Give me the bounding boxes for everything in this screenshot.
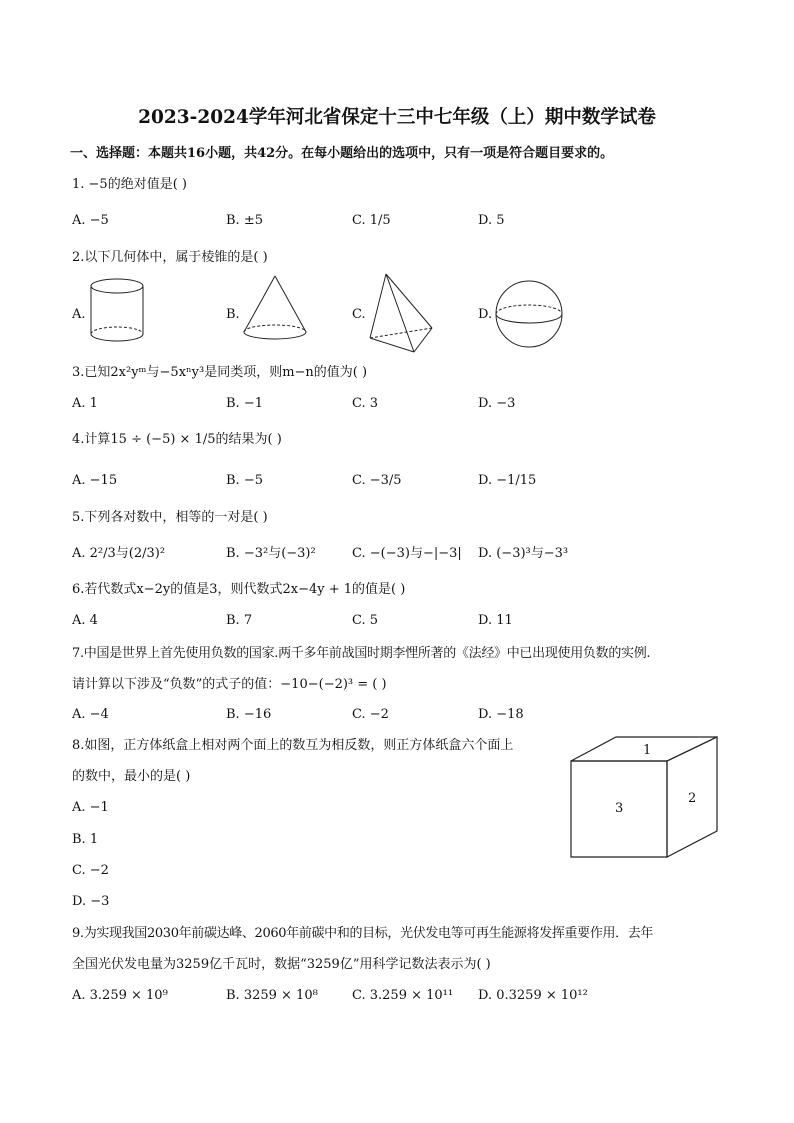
q2-option-b: B. bbox=[226, 307, 240, 322]
q5-option-c: C. −(−3)与−|−3| bbox=[352, 546, 462, 561]
cube-front-face-label: 3 bbox=[615, 801, 624, 816]
q4-option-c: C. −3/5 bbox=[352, 473, 402, 488]
q2-option-c: C. bbox=[352, 307, 366, 322]
q8-option-b: B. 1 bbox=[72, 832, 99, 847]
q2-option-a: A. bbox=[72, 307, 86, 322]
q9-option-c: C. 3.259 × 10¹¹ bbox=[352, 988, 454, 1003]
cube-figure bbox=[565, 733, 725, 861]
question-7-stem-line-2: 请计算以下涉及“负数”的式子的值：−10−(−2)³ = ( ) bbox=[72, 677, 387, 692]
question-4-stem: 4.计算15 ÷ (−5) × 1/5的结果为( ) bbox=[72, 432, 282, 447]
question-8-stem-line-1: 8.如图，正方体纸盒上相对两个面上的数互为相反数，则正方体纸盒六个面上 bbox=[72, 738, 514, 753]
q5-option-b: B. −3²与(−3)² bbox=[226, 546, 316, 561]
question-9-stem-line-2: 全国光伏发电量为3259亿千瓦时，数据“3259亿”用科学记数法表示为( ) bbox=[72, 957, 491, 972]
q9-option-a: A. 3.259 × 10⁹ bbox=[72, 988, 168, 1003]
q1-option-b: B. ±5 bbox=[226, 213, 263, 228]
q1-option-c: C. 1/5 bbox=[352, 213, 391, 228]
q3-option-c: C. 3 bbox=[352, 396, 379, 411]
cube-top-face-label: 1 bbox=[643, 743, 652, 758]
q7-option-d: D. −18 bbox=[478, 707, 524, 722]
q3-option-d: D. −3 bbox=[478, 396, 516, 411]
q9-option-d: D. 0.3259 × 10¹² bbox=[478, 988, 588, 1003]
q4-option-a: A. −15 bbox=[72, 473, 118, 488]
q5-option-a: A. 2²/3与(2/3)² bbox=[72, 546, 166, 561]
q3-option-b: B. −1 bbox=[226, 396, 263, 411]
question-5-stem: 5.下列各对数中，相等的一对是( ) bbox=[72, 510, 268, 525]
q8-option-c: C. −2 bbox=[72, 863, 109, 878]
question-3-stem: 3.已知2x²yᵐ与−5xⁿy³是同类项，则m−n的值为( ) bbox=[72, 365, 368, 380]
q3-option-a: A. 1 bbox=[72, 396, 98, 411]
section-heading: 一、选择题：本题共16小题，共42分。在每小题给出的选项中，只有一项是符合题目要求的。 bbox=[70, 146, 614, 161]
question-1-stem: 1. −5的绝对值是( ) bbox=[72, 177, 187, 192]
q7-option-a: A. −4 bbox=[72, 707, 109, 722]
q6-option-c: C. 5 bbox=[352, 613, 379, 628]
q6-option-a: A. 4 bbox=[72, 613, 98, 628]
q1-option-a: A. −5 bbox=[72, 213, 109, 228]
cube-right-face-label: 2 bbox=[688, 791, 697, 806]
q4-option-b: B. −5 bbox=[226, 473, 263, 488]
q8-option-a: A. −1 bbox=[72, 800, 109, 815]
q7-option-b: B. −16 bbox=[226, 707, 272, 722]
question-8-stem-line-2: 的数中，最小的是( ) bbox=[72, 769, 191, 784]
question-6-stem: 6.若代数式x−2y的值是3，则代数式2x−4y + 1的值是( ) bbox=[72, 582, 406, 597]
question-2-stem: 2.以下几何体中，属于棱锥的是( ) bbox=[72, 250, 268, 265]
cone-figure bbox=[240, 272, 310, 348]
q2-option-d: D. bbox=[478, 307, 493, 322]
q4-option-d: D. −1/15 bbox=[478, 473, 537, 488]
q8-option-d: D. −3 bbox=[72, 894, 110, 909]
sphere-figure bbox=[493, 278, 565, 350]
q6-option-b: B. 7 bbox=[226, 613, 253, 628]
q1-option-d: D. 5 bbox=[478, 213, 505, 228]
question-7-stem-line-1: 7.中国是世界上首先使用负数的国家.两千多年前战国时期李悝所著的《法经》中已出现使用负数的实例. bbox=[72, 646, 651, 661]
pyramid-figure bbox=[364, 270, 436, 356]
q6-option-d: D. 11 bbox=[478, 613, 513, 628]
question-9-stem-line-1: 9.为实现我国2030年前碳达峰、2060年前碳中和的目标，光伏发电等可再生能源将发挥重要作用．去年 bbox=[72, 926, 654, 941]
q5-option-d: D. (−3)³与−3³ bbox=[478, 546, 569, 561]
page-title: 2023-2024学年河北省保定十三中七年级（上）期中数学试卷 bbox=[138, 107, 656, 128]
q7-option-c: C. −2 bbox=[352, 707, 389, 722]
cylinder-figure bbox=[86, 276, 148, 348]
q9-option-b: B. 3259 × 10⁸ bbox=[226, 988, 318, 1003]
